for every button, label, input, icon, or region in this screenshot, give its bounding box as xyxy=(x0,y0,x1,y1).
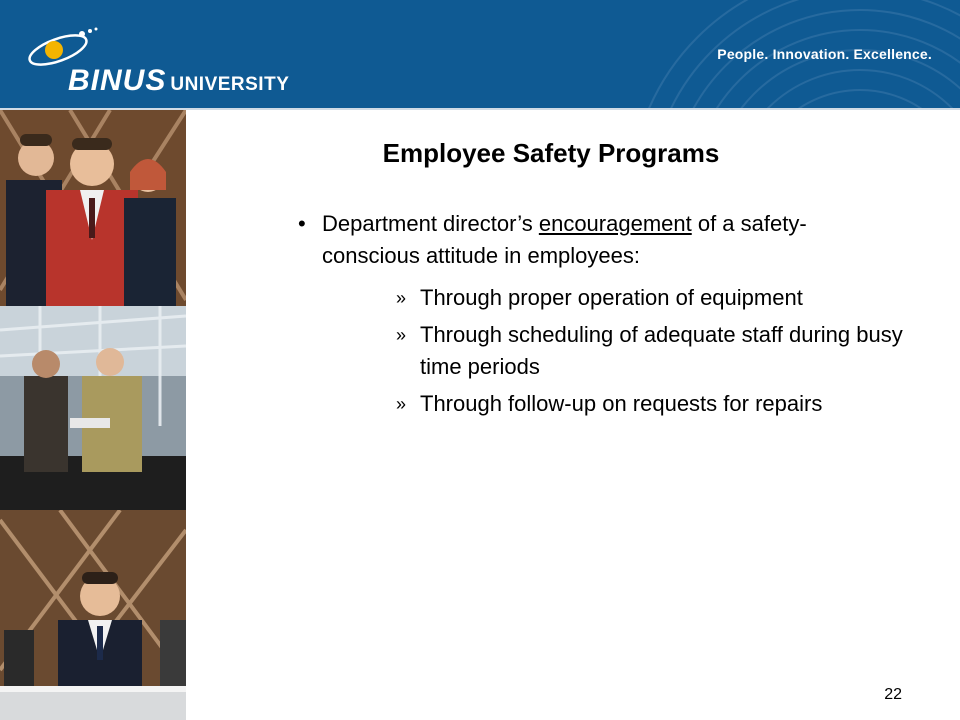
logo-text-main: BINUS xyxy=(68,64,167,97)
sub-bullet-marker: » xyxy=(396,288,407,308)
main-bullet-text xyxy=(322,208,898,272)
photo-front-desk-staff xyxy=(0,510,186,720)
sub-bullet-marker: » xyxy=(396,394,407,414)
logo-text-sub: UNIVERSITY xyxy=(170,74,290,95)
sub-bullet-text: Through proper operation of equipment xyxy=(420,285,803,310)
sub-bullet-marker: » xyxy=(396,325,407,345)
photo-staff-group xyxy=(0,110,186,306)
sub-bullet-item xyxy=(396,388,916,420)
sub-bullet-list xyxy=(396,282,916,425)
sub-bullet-item xyxy=(396,319,916,383)
main-bullet xyxy=(298,208,898,272)
main-bullet-emphasis: encouragement xyxy=(538,211,692,236)
slide-title: Employee Safety Programs xyxy=(382,138,720,168)
logo-wordmark xyxy=(68,64,289,98)
main-bullet-text-start: Department director’s xyxy=(322,211,539,236)
slide-header xyxy=(0,0,960,108)
header-tagline: People. Innovation. Excellence. xyxy=(717,46,932,62)
main-bullet-text-end: of a safety-conscious attitude in employees: xyxy=(322,211,807,268)
photo-staff-conversation xyxy=(0,306,186,510)
bullet-marker: • xyxy=(298,211,306,236)
page-number: 22 xyxy=(884,686,902,703)
binus-logo xyxy=(20,24,290,100)
sub-bullet-text: Through follow-up on requests for repairs xyxy=(420,391,823,416)
sub-bullet-item xyxy=(396,282,916,314)
sub-bullet-text: Through scheduling of adequate staff during busy time periods xyxy=(420,322,903,379)
